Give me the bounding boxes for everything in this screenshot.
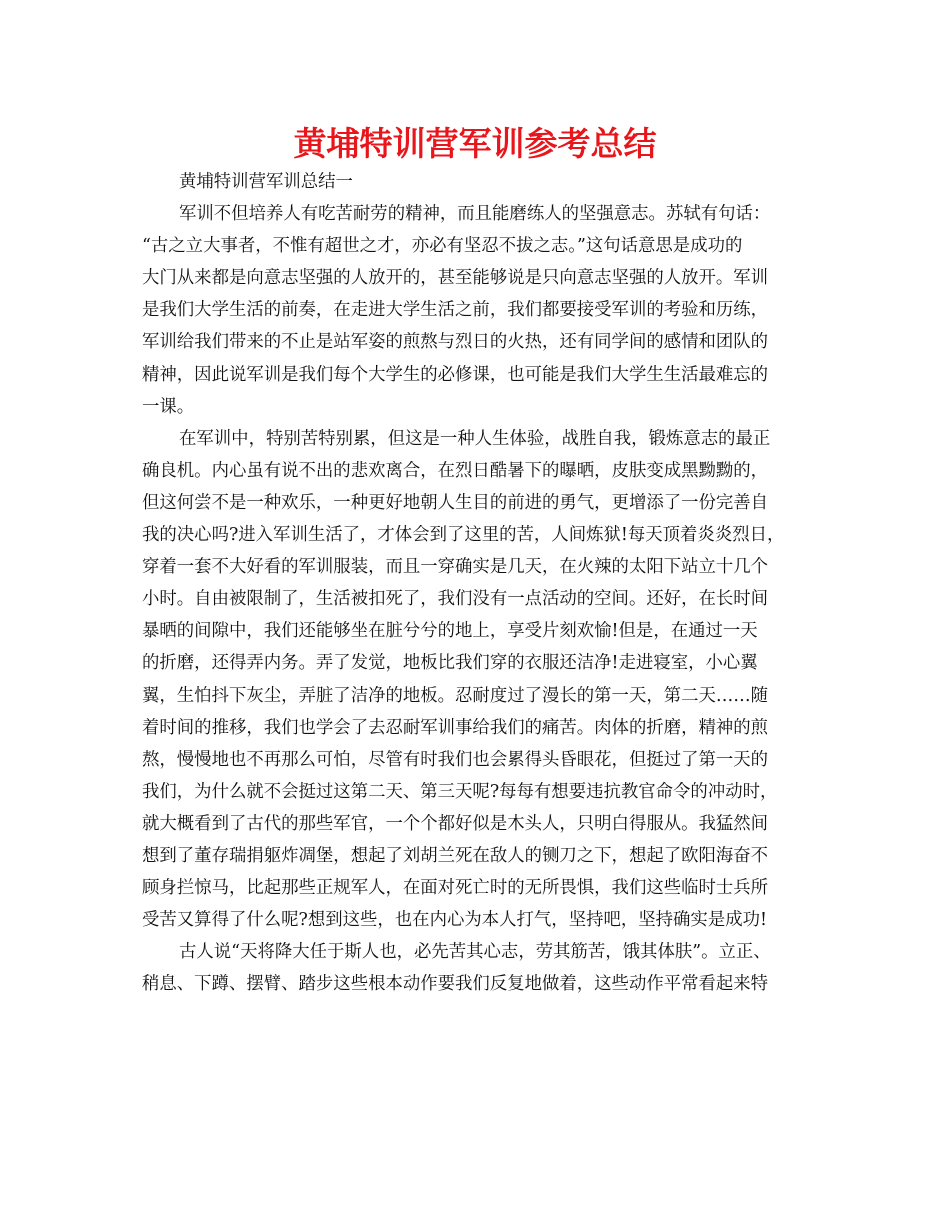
paragraph-line: 暴晒的间隙中，我们还能够坐在脏兮兮的地上，享受片刻欢愉!但是，在通过一天 <box>142 621 758 642</box>
paragraph-line: 军训给我们带来的不止是站军姿的煎熬与烈日的火热，还有同学间的感情和团队的 <box>142 332 769 353</box>
paragraph-line: 小时。自由被限制了，生活被扣死了，我们没有一点活动的空间。还好，在长时间 <box>142 589 769 610</box>
paragraph-line: 一课。 <box>142 396 195 417</box>
paragraph-line: 大门从来都是向意志坚强的人放开的，甚至能够说是只向意志坚强的人放开。军训 <box>142 268 769 289</box>
paragraph-line: 受苦又算得了什么呢?想到这些，也在内心为本人打气，坚持吧，坚持确实是成功! <box>142 910 767 931</box>
paragraph-line: 是我们大学生活的前奏，在走进大学生活之前，我们都要接受军训的考验和历练， <box>142 300 769 321</box>
paragraph-line: 着时间的推移，我们也学会了去忍耐军训事给我们的痛苦。肉体的折磨，精神的煎 <box>142 717 769 738</box>
paragraph-line: 穿着一套不大好看的军训服装，而且一穿确实是几天，在火辣的太阳下站立十几个 <box>142 557 769 578</box>
paragraph-line: 我的决心吗?进入军训生活了，才体会到了这里的苦，人间炼狱!每天顶着炎炎烈日， <box>142 525 785 546</box>
document-title: 黄埔特训营军训参考总结 <box>293 124 657 163</box>
paragraph-line: 精神，因此说军训是我们每个大学生的必修课，也可能是我们大学生生活最难忘的 <box>142 364 769 385</box>
paragraph-line: 的折磨，还得弄内务。弄了发觉，地板比我们穿的衣服还洁净!走进寝室，小心翼 <box>142 653 758 674</box>
document-body <box>142 166 812 1000</box>
paragraph-line: “古之立大事者，不惟有超世之才，亦必有坚忍不拔之志。”这句话意思是成功的 <box>142 236 743 257</box>
paragraph-first-line: 在军训中，特别苦特别累，但这是一种人生体验，战胜自我，锻炼意志的最正 <box>179 428 771 449</box>
paragraph-line: 我们，为什么就不会挺过这第二天、第三天呢?每每有想要违抗教官命令的冲动时， <box>142 781 778 802</box>
paragraph-line: 稍息、下蹲、摆臂、踏步这些根本动作要我们反复地做着，这些动作平常看起来特 <box>142 974 769 995</box>
paragraph-first-line: 军训不但培养人有吃苦耐劳的精神，而且能磨练人的坚强意志。苏轼有句话： <box>179 204 771 225</box>
paragraph-line: 想到了董存瑞捐躯炸凋堡，想起了刘胡兰死在敌人的铡刀之下，想起了欧阳海奋不 <box>142 845 769 866</box>
paragraph-line: 翼，生怕抖下灰尘，弄脏了洁净的地板。忍耐度过了漫长的第一天，第二天……随 <box>142 685 769 706</box>
paragraph-line: 就大概看到了古代的那些军官，一个个都好似是木头人，只明白得服从。我猛然间 <box>142 813 769 834</box>
paragraph-first-line: 黄埔特训营军训总结一 <box>179 172 353 192</box>
paragraph-line: 熬，慢慢地也不再那么可怕，尽管有时我们也会累得头昏眼花，但挺过了第一天的 <box>142 749 769 770</box>
paragraph-line: 但这何尝不是一种欢乐，一种更好地朝人生目的前进的勇气，更增添了一份完善自 <box>142 492 769 513</box>
paragraph-line: 确良机。内心虽有说不出的悲欢离合，在烈日酷暑下的曝晒，皮肤变成黑黝黝的， <box>142 460 769 481</box>
paragraph-line: 顾身拦惊马，比起那些正规军人，在面对死亡时的无所畏惧，我们这些临时士兵所 <box>142 878 769 899</box>
paragraph-first-line: 古人说“天将降大任于斯人也，必先苦其心志，劳其筋苦，饿其体肤”。立正、 <box>179 942 771 963</box>
